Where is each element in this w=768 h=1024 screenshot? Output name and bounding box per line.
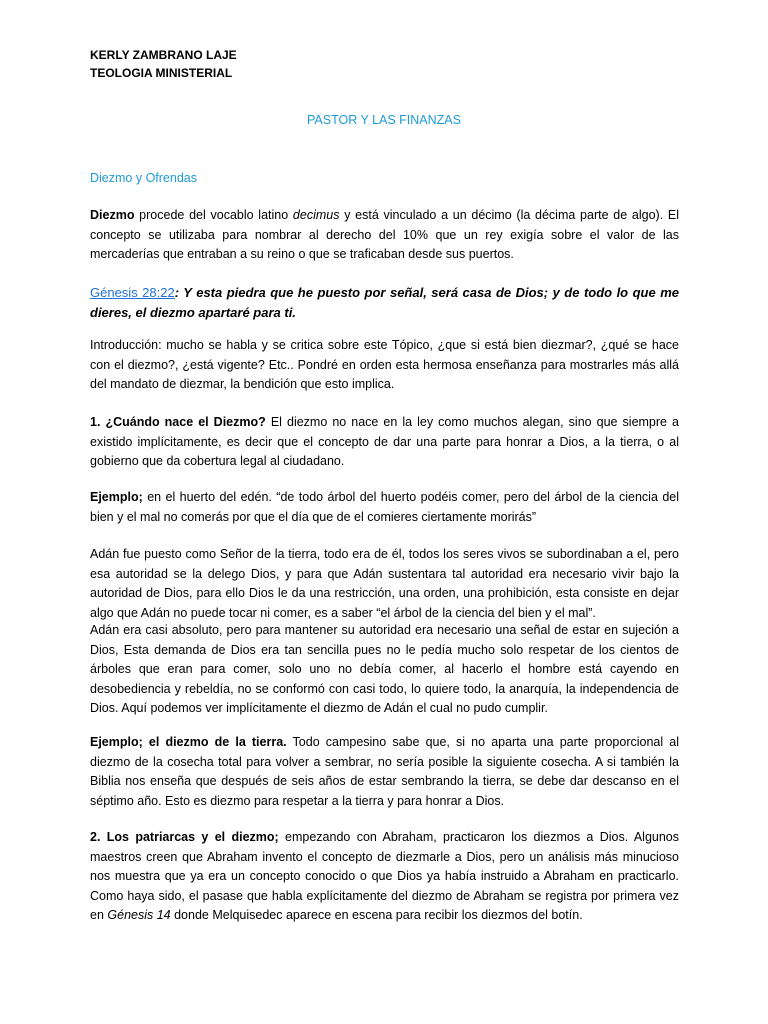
- p1-text-1: procede del vocablo latino: [134, 208, 293, 222]
- paragraph-section-1: [90, 413, 679, 472]
- genesis-14-reference: Génesis 14: [107, 908, 171, 922]
- section-2-tail: donde Melquisedec aparece en escena para recibir los diezmos del botín.: [170, 908, 583, 922]
- paragraph-example-eden: [90, 488, 679, 527]
- section-subtitle: Diezmo y Ofrendas: [90, 171, 197, 185]
- p1-text-2: y está vinculado a un décimo (la décima parte de algo). El concepto se utilizaba para nombrar al derecho del 10% que un rey exigía sobre el valor de las mercaderías que entraban a su reino o que se traficaban desde sus puertos.: [90, 208, 680, 261]
- example-1-label: Ejemplo;: [90, 490, 143, 504]
- paragraph-diezmo-definition: [90, 206, 679, 265]
- example-1-text: en el huerto del edén. “de todo árbol del huerto podéis comer, pero del árbol de la ciencia del bien y el mal no comerás por que el día que de el comieres ciertamente morirás”: [90, 490, 679, 524]
- paragraph-adan-1: Adán fue puesto como Señor de la tierra, todo era de él, todos los seres vivos se subordinaban a el, pero esa autoridad se la delego Dios, y para que Adán sustentara tal autoridad era necesario vivir bajo la autoridad de Dios, para ello Dios le da una restricción, una orden, una prohibición, esta consiste en dejar algo que Adán no puede tocar ni comer, es a saber “el árbol de la ciencia del bien y el mal”.: [90, 547, 679, 620]
- section-2-heading: 2. Los patriarcas y el diezmo;: [90, 830, 279, 844]
- paragraph-example-tierra: [90, 733, 679, 811]
- latin-term: decimus: [292, 208, 340, 222]
- verse-reference-link[interactable]: Génesis 28:22: [90, 285, 175, 300]
- verse-text: : Y esta piedra que he puesto por señal, será casa de Dios; y de todo lo que me dieres, el diezmo apartaré para ti.: [90, 285, 679, 320]
- paragraph-introduction: Introducción: mucho se habla y se critica sobre este Tópico, ¿que si está bien diezmar?, ¿qué se hace con el diezmo?, ¿está vigente? Etc.. Pondré en orden esta hermosa enseñanza para mostrarles más allá del mandato de diezmar, la bendición que esto implica.: [90, 338, 679, 391]
- page-title: PASTOR Y LAS FINANZAS: [307, 113, 461, 127]
- section-1-heading: 1. ¿Cuándo nace el Diezmo?: [90, 415, 266, 429]
- term-diezmo: Diezmo: [90, 208, 135, 222]
- paragraph-section-2: [90, 828, 679, 926]
- section-2-text: empezando con Abraham, practicaron los diezmos a Dios. Algunos maestros creen que Abraham invento el concepto de diezmarle a Dios, pero un análisis más minucioso nos muestra que ya era un concepto conocido o que Dios ya había instruido a Abraham en practicarlo. Como haya sido, el pasase que habla explícitamente del diezmo de Abraham se registra por primera vez en: [90, 830, 679, 922]
- author-name: KERLY ZAMBRANO LAJE: [90, 48, 237, 62]
- example-2-label: Ejemplo; el diezmo de la tierra.: [90, 735, 287, 749]
- course-name: TEOLOGIA MINISTERIAL: [90, 66, 233, 80]
- example-2-text: Todo campesino sabe que, si no aparta una parte proporcional al diezmo de la cosecha total para volver a sembrar, no sería posible la siguiente cosecha. A si también la Biblia nos enseña que después de seis años de estar sembrando la tierra, se debe dar descanso en el séptimo año. Esto es diezmo para respetar a la tierra y para honrar a Dios.: [90, 735, 679, 808]
- document-header: [90, 46, 237, 82]
- section-1-text: El diezmo no nace en la ley como muchos alegan, sino que siempre a existido implícitamente, es decir que el concepto de dar una parte para honrar a Dios, a la tierra, o al gobierno que da cobertura legal al ciudadano.: [90, 415, 679, 468]
- verse-genesis-28-22: [90, 283, 679, 322]
- paragraph-adan-2: Adán era casi absoluto, pero para mantener su autoridad era necesario una señal de estar en sujeción a Dios, Esta demanda de Dios era tan sencilla pues no le pedía mucho solo respetar de los cientos de árboles que eran para comer, solo uno no debía comer, al hacerlo el hombre está cayendo en desobediencia y rebeldía, no se conformó con casi todo, lo quiere todo, la anarquía, la independencia de Dios. Aquí podemos ver implícitamente el diezmo de Adán el cual no pudo cumplir.: [90, 623, 679, 715]
